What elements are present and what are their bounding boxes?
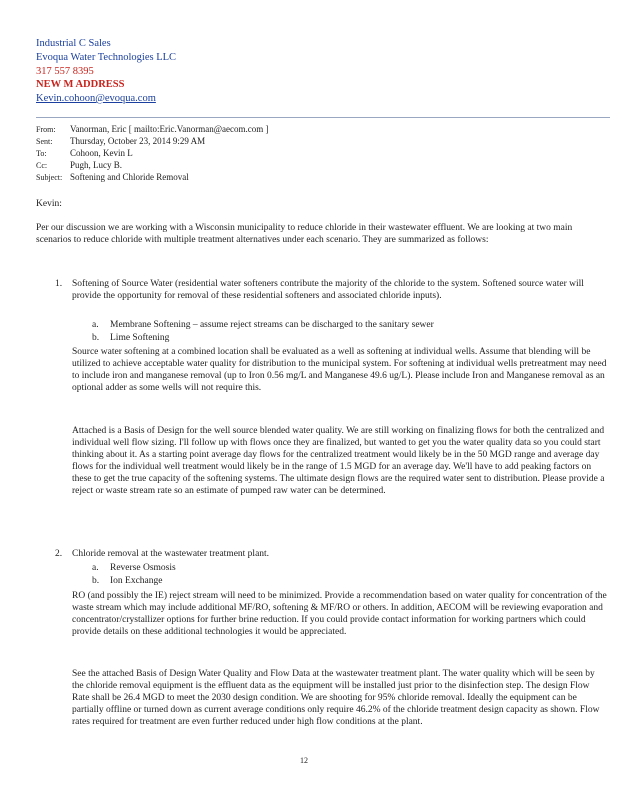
sent-label: Sent: — [36, 137, 53, 146]
subject-value: Softening and Chloride Removal — [70, 172, 189, 182]
item1-sub-b-text: Lime Softening — [110, 333, 170, 343]
signature-title: Industrial C Sales — [36, 38, 111, 49]
item1-sub-a-marker: a. — [92, 320, 99, 330]
cc-label: Cc: — [36, 161, 48, 170]
subject-label: Subject: — [36, 173, 63, 182]
header-cc — [36, 160, 122, 171]
item2-paragraph-1: RO (and possibly the IE) reject stream will need to be minimized. Provide a recommendation based on water quality for concentration of the waste stream which may include additional MF/RO, softening & MF/RO or others. In addition, AECOM will be reviewing evaporation and concentrator/crystallizer options for further brine reduction. If you could provide contact information for working partners which could provide details on these additional technologies it would be appreciated. — [72, 591, 607, 637]
item1-sub-b — [92, 332, 169, 344]
header-divider — [36, 117, 610, 118]
to-label: To: — [36, 149, 47, 158]
header-sent — [36, 136, 205, 147]
signature-company: Evoqua Water Technologies LLC — [36, 52, 177, 63]
intro-paragraph: Per our discussion we are working with a Wisconsin municipality to reduce chloride in their wastewater effluent. We are looking at two main scenarios to reduce chloride with multiple treatment alternatives under each scenario. They are summarized as follows: — [36, 223, 573, 245]
item2-sub-b-text: Ion Exchange — [110, 576, 163, 586]
item1-text: Softening of Source Water (residential water softeners contribute the majority of the chloride to the system. Softened source water will provide the opportunity for removal of these residential softeners and associated chloride inputs). — [72, 279, 584, 301]
item1-sub-a — [92, 319, 434, 331]
item2-sub-b — [92, 575, 163, 587]
header-from — [36, 124, 268, 135]
item2-sub-a-marker: a. — [92, 563, 99, 573]
item2-sub-b-marker: b. — [92, 576, 100, 586]
item2-paragraph-2: See the attached Basis of Design Water Quality and Flow Data at the wastewater treatment plant. The water quality which will be seen by the chloride removal equipment is the effluent data as the equipment will be installed just prior to the disinfection step. The design Flow Rate shall be 26.4 MGD to meet the 2030 design condition. We are shooting for 95% chloride removal. Ideally the equipment can be partially offline or turned down as current average conditions only require 46.2% of the chloride treatment design capacity as shown. Flow rates required for treatment are even further reduced under high flow conditions at the plant. — [72, 669, 600, 727]
signature-phone: 317 557 8395 — [36, 66, 94, 77]
signature-new-address: NEW M ADDRESS — [36, 79, 125, 90]
header-subject — [36, 172, 189, 183]
from-label: From: — [36, 125, 56, 134]
page-number: 12 — [300, 756, 308, 765]
item1-paragraph-1: Source water softening at a combined location shall be evaluated as a well as softening at individual wells. Assume that blending will be utilized to achieve acceptable water quality for distribution to the municipal system. For softening at individual wells pretreatment may need to include iron and manganese removal (up to Iron 0.56 mg/L and Manganese 49.6 ug/L). Please include Iron and Manganese removal as an optional adder as some wells will not require this. — [72, 347, 607, 393]
sent-value: Thursday, October 23, 2014 9:29 AM — [70, 136, 206, 146]
signature-email-link[interactable]: Kevin.cohoon@evoqua.com — [36, 93, 156, 104]
cc-value: Pugh, Lucy B. — [70, 160, 123, 170]
item2-number: 2. — [55, 549, 63, 559]
item2-sub-a — [92, 562, 176, 574]
greeting: Kevin: — [36, 199, 62, 209]
item2-sub-a-text: Reverse Osmosis — [110, 563, 176, 573]
header-to — [36, 148, 133, 159]
item1-sub-b-marker: b. — [92, 333, 100, 343]
to-value: Cohoon, Kevin L — [70, 148, 133, 158]
item2-text: Chloride removal at the wastewater treatment plant. — [72, 549, 270, 559]
from-value: Vanorman, Eric [ mailto:Eric.Vanorman@aecom.com ] — [70, 124, 269, 134]
item1-sub-a-text: Membrane Softening – assume reject streams can be discharged to the sanitary sewer — [110, 320, 434, 330]
item1-number: 1. — [55, 279, 63, 289]
item1-paragraph-2: Attached is a Basis of Design for the well source blended water quality. We are still working on finalizing flows for both the centralized and individual well flow sizing. I'll follow up with flows once they are finalized, but wanted to get you the water quality data so you could start thinking about it. As a starting point average day flows for the centralized treatment would likely be in the 50 MGD range and average day flows for the individual well treatment would likely be in the range of 1.5 MGD for an average day. We'll have to add peaking factors on these to get the true capacity of the softening systems. The ultimate design flows are the required water sent to distribution. Please provide a reject or waste stream rate so an estimate of pumped raw water can be determined. — [72, 426, 605, 496]
